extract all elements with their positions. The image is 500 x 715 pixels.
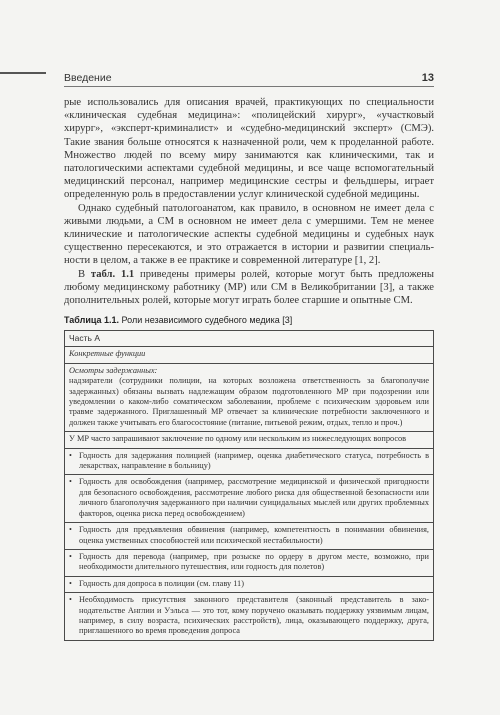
- table-row: [65, 363, 434, 431]
- paragraph-rest: приведены примеры ролей, которые могут быть предложены любому медицинскому работнику (МР) или СМ в Великобритании [3], а также дополнительных ролей, которые могут играть более старшие и опытные СМ.: [64, 268, 434, 307]
- paragraph-prefix: В: [78, 268, 91, 280]
- roles-table: [64, 330, 434, 641]
- table-reference: табл. 1.1: [90, 268, 135, 280]
- paragraph-table-reference: [64, 268, 434, 308]
- page-edge-marker: [0, 72, 46, 74]
- bullet-icon: •: [69, 477, 72, 487]
- observation-title: Осмотры задержанных:: [69, 365, 158, 375]
- table-caption: [64, 315, 434, 325]
- paragraph: рые использовались для описания врачей, практикующих по специальности «клиническая судебная медицина»: «полицейский хирург», «участковый хирург», «эксперт-криминалист» и «судебно-медицинский эксперт» (СМЭ). Такие звания больше относятся к назначенной роли, чем к проделанной работе. Множество людей по всему миру занимаются как клиническими, так и патологическими аспектами судебной медицины, и все чаще вспомогательный медицинский персонал, например медицинские сестры и фельдшеры, играет определенную роль в предоставлении услуг клинической судебной медицины.: [64, 97, 434, 201]
- bullet-icon: •: [69, 595, 72, 605]
- table-row: [65, 448, 434, 475]
- functions-heading: Конкретные функции: [65, 347, 434, 363]
- section-title: Введение: [64, 72, 112, 84]
- list-item: • Годность для перевода (например, при розыске по ордеру в другом месте, возможно, при необходимости длительного путешествия, или годность для полетов): [69, 551, 429, 572]
- bullet-icon: •: [69, 525, 72, 535]
- part-heading: Часть А: [65, 331, 434, 347]
- observation-cell: [65, 363, 434, 431]
- observation-text: надзиратели (сотрудники полиции, на которых возложена ответственность за благополучие задержанных) обязаны вызвать надлежащим образом подготовленного МР при подозрении или уведомлении о каком-либо соматическом заболевании, проблеме с психическим здоровьем или травме задержанного. Приглашенный МР отвечает за клинические потребности заключенного и должен также учитывать его благосостояние (питание, питьевой режим, отдых, тепло и проч.): [69, 376, 429, 427]
- table-row: [65, 331, 434, 347]
- table-row: [65, 523, 434, 550]
- request-intro: У МР часто запрашивают заключение по одному или нескольким из нижеследующих вопросов: [65, 432, 434, 448]
- table-caption-label: Таблица 1.1.: [64, 315, 120, 325]
- running-header: [64, 66, 434, 84]
- bullet-icon: •: [69, 551, 72, 561]
- list-item: • Годность для задержания полицией (например, оценка диабетического статуса, потребность в лекарствах, направление в больницу): [69, 450, 429, 471]
- table-row: [65, 432, 434, 448]
- table-row: [65, 576, 434, 592]
- list-item: • Годность для освобождения (например, рассмотрение медицинской и физической пригодности для безопасного освобождения, рассмотрение любого риска для общественной безопасности или личного благополучия задержанного при наличии суицидальных мыслей или других проблемных факторов, оценка риска перед освобождением): [69, 477, 429, 518]
- table-row: [65, 347, 434, 363]
- bullet-icon: •: [69, 578, 72, 588]
- bullet-icon: •: [69, 450, 72, 460]
- page-number: 13: [421, 72, 434, 84]
- table-row: [65, 593, 434, 641]
- list-item: • Годность для предъявления обвинения (например, компетентность в понимании обвинения, оценка умственных способностей или психической нестабильности): [69, 525, 429, 545]
- paragraph: Однако судебный патологоанатом, как правило, в основном не имеет дела с живыми людьми, а СМ в основном не имеет дела с умершими. Тем не менее клинические и патологические аспекты судебной медицины и судебных наук существенно пересекаются, и это отражается в истории и развитии специальности в целом, а также в ее практике и современной литературе [1, 2].: [64, 202, 434, 267]
- table-row: [65, 475, 434, 523]
- table-caption-text: Роли независимого судебного медика [3]: [119, 315, 293, 325]
- body-text: [64, 96, 434, 307]
- list-item: • Необходимость присутствия законного представителя (законный представитель в законодательстве Англии и Уэльса — это тот, кому поручено оказывать поддержку уязвимым лицам, например, в силу возраста, психических расстройств), лица, оказывающего поддержку, друга, приглашенного во время проведения допроса: [69, 595, 429, 636]
- list-item: • Годность для допроса в полиции (см. главу 11): [69, 578, 244, 588]
- table-row: [65, 549, 434, 576]
- header-divider: [64, 86, 434, 87]
